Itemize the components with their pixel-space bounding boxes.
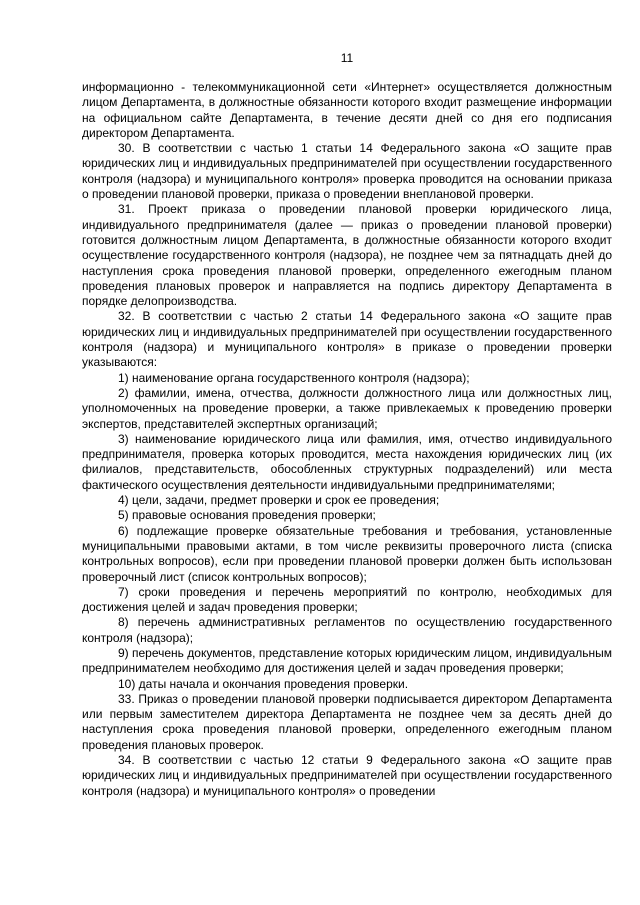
paragraph-item-33: 33. Приказ о проведении плановой проверки подписывается директором Департамента или первым заместителем директора Департамента не позднее чем за десять дней до наступления срока проведения плановой проверки, определенного ежегодным планом проведения плановых проверок. <box>82 691 612 752</box>
list-item-3: 3) наименование юридического лица или фамилия, имя, отчество индивидуального предпринимателя, проверка которых проводится, места нахождения юридических лиц (их филиалов, представительств, обособленных структурных подразделений) или места фактического осуществления деятельности индивидуальными предпринимателями; <box>82 431 612 492</box>
list-item-9: 9) перечень документов, представление которых юридическим лицом, индивидуальным предпринимателем необходимо для достижения целей и задач проведения проверки; <box>82 645 613 676</box>
list-item-4: 4) цели, задачи, предмет проверки и срок ее проведения; <box>118 493 440 508</box>
paragraph-item-34: 34. В соответствии с частью 12 статьи 9 Федерального закона «О защите прав юридических лиц и индивидуальных предпринимателей при осуществлении государственного контроля (надзора) и муниципального контроля» о проведении <box>82 753 612 798</box>
list-item-2: 2) фамилии, имена, отчества, должности должностного лица или должностных лиц, уполномоченных на проведение проверки, а также привлекаемых к проведению проверки экспертов, представителей экспертных организаций; <box>82 385 612 431</box>
paragraph-item-30: 30. В соответствии с частью 1 статьи 14 Федерального закона «О защите прав юридических лиц и индивидуальных предпринимателей при осуществлении государственного контроля (надзора) и муниципального контроля» проверка проводится на основании приказа о проведении плановой проверки, приказа о проведении внеплановой проверки. <box>82 141 612 202</box>
document-body <box>82 80 612 799</box>
paragraph-item-31: 31. Проект приказа о проведении плановой проверки юридического лица, индивидуального предпринимателя (далее — приказ о проведении плановой проверки) готовится должностным лицом Департамента, в должностные обязанности которого входит осуществление государственного контроля (надзора), не позднее чем за пятнадцать дней до наступления срока проведения плановой проверки, определенного ежегодным планом проведения плановых проверок и направляется на подпись директору Департамента в порядке делопроизводства. <box>82 202 612 309</box>
list-item-8: 8) перечень административных регламентов по осуществлению государственного контроля (надзора); <box>82 615 612 645</box>
list-item-5: 5) правовые основания проведения проверки; <box>118 508 376 523</box>
paragraph-continuation: информационно - телекоммуникационной сети «Интернет» осуществляется должностным лицом Департамента, в должностные обязанности которого входит размещение информации на официальном сайте Департамента, в течение десяти дней со дня его подписания директором Департамента. <box>82 80 612 140</box>
paragraph-item-32: 32. В соответствии с частью 2 статьи 14 Федерального закона «О защите прав юридических лиц и индивидуальных предпринимателей при осуществлении государственного контроля (надзора) и муниципального контроля» в приказе о проведении проверки указываются: <box>82 309 612 370</box>
page-number: 11 <box>340 51 354 65</box>
list-item-1: 1) наименование органа государственного контроля (надзора); <box>118 370 470 385</box>
list-item-6: 6) подлежащие проверке обязательные требования и требования, установленные муниципальными правовыми актами, в том числе реквизиты проверочного листа (списка контрольных вопросов), если при проведении плановой проверки должен быть использован проверочный лист (список контрольных вопросов); <box>82 523 612 584</box>
list-item-10: 10) даты начала и окончания проведения проверки. <box>118 676 409 691</box>
list-item-7: 7) сроки проведения и перечень мероприятий по контролю, необходимых для достижения целей и задач проведения проверки; <box>82 584 612 615</box>
